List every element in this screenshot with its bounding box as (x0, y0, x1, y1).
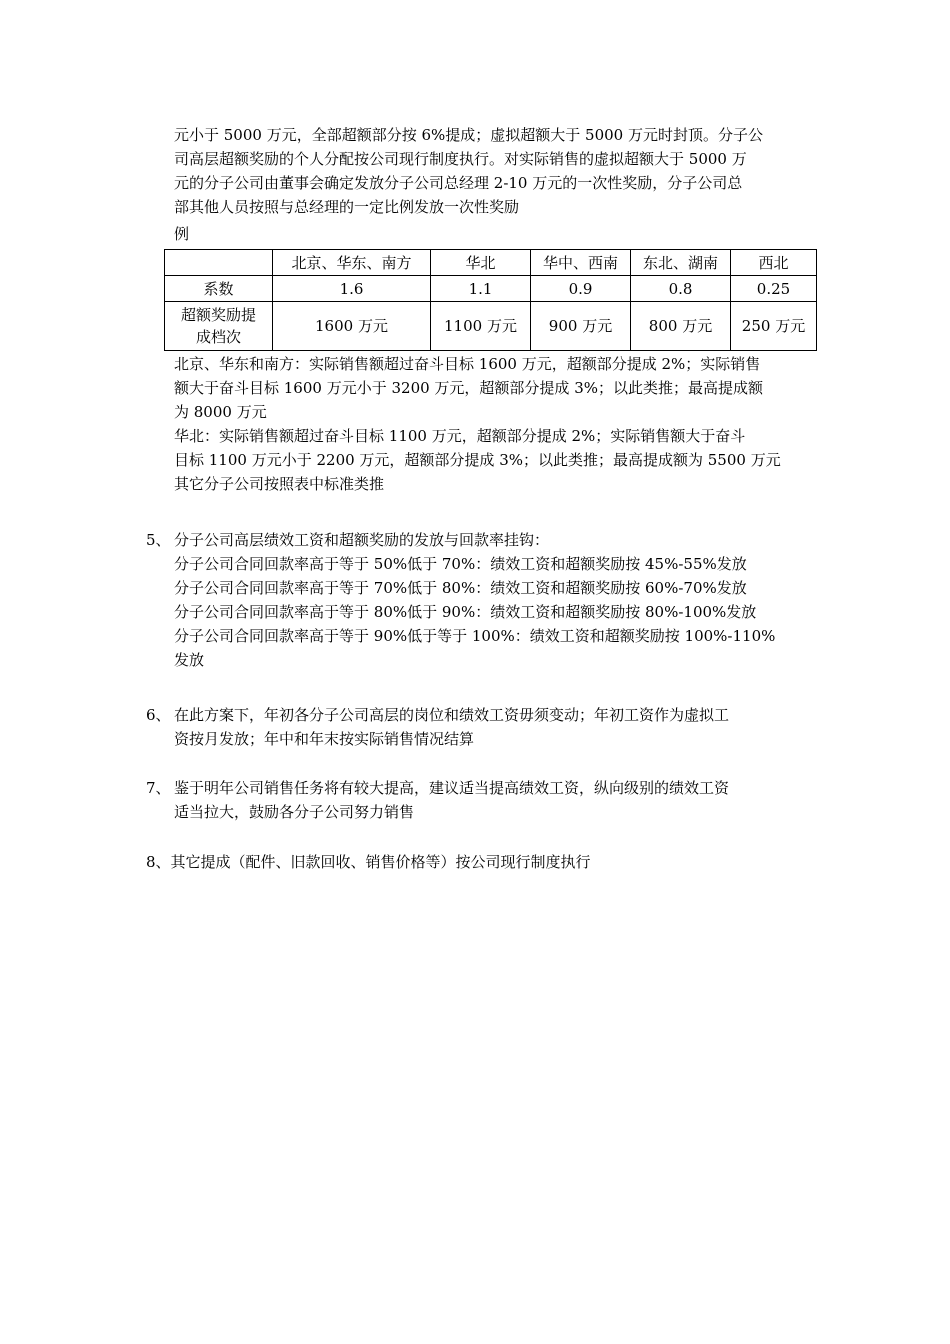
cell-label-line: 成档次 (195, 328, 241, 346)
item-line: 分子公司合同回款率高于等于 90%低于等于 100%：绩效工资和超额奖励按 100%-110% (174, 627, 776, 645)
table-cell: 250 万元 (731, 302, 817, 351)
notes-line: 北京、华东和南方：实际销售额超过奋斗目标 1600 万元，超额部分提成 2%；实际销售 (174, 355, 761, 373)
notes-line: 其它分子公司按照表中标准类推 (174, 475, 385, 493)
table-cell: 0.9 (531, 276, 631, 302)
table-row (165, 276, 817, 302)
intro-line: 元的分子公司由董事会确定发放分子公司总经理 2-10 万元的一次性奖励，分子公司总 (174, 174, 743, 192)
list-item-5 (146, 528, 810, 672)
item-number: 5、 (146, 531, 171, 549)
table-cell: 系数 (165, 276, 273, 302)
item-line: 在此方案下，年初各分子公司高层的岗位和绩效工资毋须变动；年初工资作为虚拟工 (174, 706, 730, 724)
notes-line: 额大于奋斗目标 1600 万元小于 3200 万元，超额部分提成 3%；以此类推；最高提成额 (174, 379, 763, 397)
table-cell: 华中、西南 (531, 250, 631, 276)
table-cell: 北京、华东、南方 (273, 250, 431, 276)
item-line: 适当拉大，鼓励各分子公司努力销售 (174, 803, 415, 821)
table-row (165, 302, 817, 351)
table-cell: 1600 万元 (273, 302, 431, 351)
notes-line: 华北：实际销售额超过奋斗目标 1100 万元，超额部分提成 2%；实际销售额大于奋斗 (174, 427, 746, 445)
table-cell: 东北、湖南 (631, 250, 731, 276)
table-cell: 西北 (731, 250, 817, 276)
list-item-7 (146, 776, 810, 824)
table-cell (165, 302, 273, 351)
table-cell: 1100 万元 (431, 302, 531, 351)
item-line: 鉴于明年公司销售任务将有较大提高，建议适当提高绩效工资，纵向级别的绩效工资 (174, 779, 730, 797)
notes-line: 为 8000 万元 (174, 403, 267, 421)
table-cell: 0.8 (631, 276, 731, 302)
item-line: 分子公司合同回款率高于等于 50%低于 70%：绩效工资和超额奖励按 45%-55%发放 (174, 555, 747, 573)
table-cell: 800 万元 (631, 302, 731, 351)
item-line: 8、其它提成（配件、旧款回收、销售价格等）按公司现行制度执行 (146, 853, 591, 871)
table-cell (165, 250, 273, 276)
table-cell: 1.6 (273, 276, 431, 302)
intro-paragraph (174, 123, 810, 219)
table-header-row (165, 250, 817, 276)
bonus-grade-table (164, 249, 817, 351)
list-item-6 (146, 703, 810, 751)
intro-line: 元小于 5000 万元，全部超额部分按 6%提成；虚拟超额大于 5000 万元时封顶。分子公 (174, 126, 763, 144)
table-cell: 900 万元 (531, 302, 631, 351)
item-line: 资按月发放；年中和年末按实际销售情况结算 (174, 730, 475, 748)
item-line: 发放 (174, 651, 205, 669)
table-cell: 0.25 (731, 276, 817, 302)
notes-paragraph (174, 352, 810, 496)
notes-line: 目标 1100 万元小于 2200 万元，超额部分提成 3%；以此类推；最高提成额为 5500 万元 (174, 451, 781, 469)
item-number: 7、 (146, 779, 171, 797)
intro-line: 司高层超额奖励的个人分配按公司现行制度执行。对实际销售的虚拟超额大于 5000 万 (174, 150, 747, 168)
table-cell: 1.1 (431, 276, 531, 302)
intro-line: 部其他人员按照与总经理的一定比例发放一次性奖励 (174, 198, 520, 216)
example-label: 例 (174, 225, 190, 243)
item-line: 分子公司合同回款率高于等于 70%低于 80%：绩效工资和超额奖励按 60%-70%发放 (174, 579, 747, 597)
table-cell: 华北 (431, 250, 531, 276)
list-item-8 (146, 850, 810, 874)
item-line: 分子公司合同回款率高于等于 80%低于 90%：绩效工资和超额奖励按 80%-100%发放 (174, 603, 757, 621)
cell-label-line: 超额奖励提 (180, 306, 256, 324)
item-number: 6、 (146, 706, 171, 724)
item-line: 分子公司高层绩效工资和超额奖励的发放与回款率挂钩： (174, 531, 550, 549)
